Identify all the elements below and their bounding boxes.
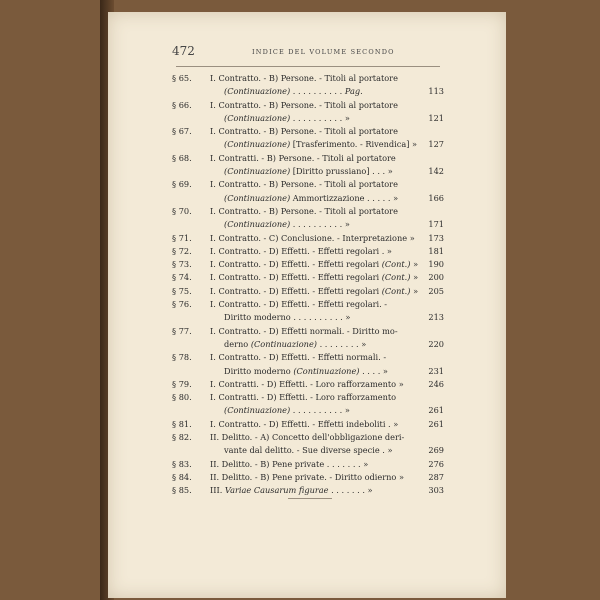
entry-title: I. Contratto. - B) Persone. - Titoli al portatore	[210, 73, 398, 83]
entry-page-number: 246	[428, 378, 444, 389]
running-head: INDICE DEL VOLUME SECONDO	[252, 48, 395, 56]
toc-entry	[172, 99, 444, 126]
entry-page-number: 287	[428, 471, 444, 482]
entry-page-number: 261	[428, 405, 444, 416]
entry-page-number: 127	[428, 139, 444, 150]
section-number: § 81.	[172, 418, 192, 429]
entry-page-number: 173	[428, 232, 444, 243]
entry-title: I. Contratto. - B) Persone. - Titoli al portatore	[210, 99, 398, 110]
entry-title: I. Contratto. - D) Effetti. - Effetti regolari (Cont.) »	[210, 285, 419, 296]
toc-entry	[172, 205, 444, 232]
section-number: § 72.	[172, 245, 192, 256]
entry-title: I. Contratto. - B) Persone. - Titoli al portatore	[210, 205, 398, 216]
section-number: § 71.	[172, 232, 192, 243]
section-number: § 65.	[172, 73, 192, 83]
entry-title: III. Variae Causarum figurae . . . . . . . »	[210, 485, 373, 496]
entry-page-number: 220	[428, 338, 444, 349]
section-number: § 80.	[172, 392, 192, 403]
section-number: § 85.	[172, 485, 192, 496]
section-number: § 73.	[172, 259, 192, 270]
entry-title-continued: vante dal delitto. - Sue diverse specie . »	[224, 445, 393, 456]
entry-page-number: 276	[428, 458, 444, 469]
page-header	[172, 44, 452, 60]
section-number: § 70.	[172, 205, 192, 216]
entry-title: I. Contratto. - B) Persone. - Titoli al portatore	[210, 126, 398, 137]
entry-page-number: 205	[428, 285, 444, 296]
entry-page-number: 269	[428, 445, 444, 456]
toc-entry	[172, 258, 444, 271]
toc-entry	[172, 391, 444, 418]
toc-entry	[172, 431, 444, 458]
toc-entry	[172, 285, 444, 298]
toc-entry	[172, 378, 444, 391]
entry-title: II. Delitto. - A) Concetto dell'obbligazione deri-	[210, 432, 405, 443]
entry-page-number: 200	[428, 272, 444, 283]
entry-title-continued: (Continuazione) [Trasferimento. - Rivendica] »	[224, 139, 418, 150]
entry-title-continued: Diritto moderno . . . . . . . . . . »	[224, 312, 351, 323]
toc-entry	[172, 271, 444, 284]
entry-title: I. Contratto. - D) Effetti. - Effetti regolari . »	[210, 245, 392, 256]
entry-title: II. Delitto. - B) Pene private . . . . . . . »	[210, 458, 369, 469]
entry-title: I. Contratto. - D) Effetti. - Effetti regolari (Cont.) »	[210, 259, 419, 270]
header-rule	[176, 66, 440, 67]
section-number: § 75.	[172, 285, 192, 296]
entry-title-continued: (Continuazione) . . . . . . . . . . Pag.	[224, 86, 363, 97]
entry-title: I. Contratto. - D) Effetti. - Effetti normali. -	[210, 352, 387, 363]
section-number: § 67.	[172, 126, 192, 137]
section-number: § 79.	[172, 378, 192, 389]
toc-entry	[172, 152, 444, 179]
page-number: 472	[172, 44, 195, 58]
toc-entry	[172, 232, 444, 245]
entry-page-number: 190	[428, 259, 444, 270]
section-number: § 82.	[172, 432, 192, 443]
entry-title-continued: derno (Continuazione) . . . . . . . . »	[224, 338, 367, 349]
entry-page-number: 231	[428, 365, 444, 376]
entry-page-number: 261	[428, 418, 444, 429]
entry-title-continued: (Continuazione) . . . . . . . . . . »	[224, 405, 350, 416]
entry-title-continued: (Continuazione) [Diritto prussiano] . . . »	[224, 166, 393, 177]
entry-title: I. Contratto. - B) Persone. - Titoli al portatore	[210, 179, 398, 190]
toc-entry	[172, 418, 444, 431]
section-number: § 74.	[172, 272, 192, 283]
section-number: § 83.	[172, 458, 192, 469]
entry-page-number: 181	[428, 245, 444, 256]
entry-title: I. Contratti. - B) Persone. - Titoli al portatore	[210, 152, 396, 163]
entry-page-number: 121	[428, 112, 444, 123]
toc-entry	[172, 351, 444, 378]
entry-title-continued: (Continuazione) . . . . . . . . . . »	[224, 112, 350, 123]
toc-entry	[172, 484, 444, 497]
entry-title: I. Contratti. - D) Effetti. - Loro rafforzamento »	[210, 378, 404, 389]
entry-title-continued: Diritto moderno (Continuazione) . . . . »	[224, 365, 388, 376]
toc-entry	[172, 178, 444, 205]
entry-page-number: 303	[428, 485, 444, 496]
section-number: § 68.	[172, 152, 192, 163]
section-number: § 84.	[172, 471, 192, 482]
toc-entry	[172, 325, 444, 352]
table-of-contents	[172, 72, 444, 498]
section-number: § 69.	[172, 179, 192, 190]
section-number: § 76.	[172, 299, 192, 310]
entry-title: I. Contratto. - D) Effetti. - Effetti regolari. -	[210, 299, 388, 310]
entry-title: II. Delitto. - B) Pene private. - Diritto odierno »	[210, 471, 404, 482]
entry-page-number: 166	[428, 192, 444, 203]
toc-entry	[172, 471, 444, 484]
entry-title: I. Contratto. - D) Effetti. - Effetti regolari (Cont.) »	[210, 272, 419, 283]
entry-page-number: 142	[428, 166, 444, 177]
entry-title: I. Contratto. - D) Effetti. - Effetti indeboliti . »	[210, 418, 399, 429]
entry-page-number: 213	[428, 312, 444, 323]
toc-entry	[172, 458, 444, 471]
entry-title: I. Contratto. - C) Conclusione. - Interpretazione »	[210, 232, 415, 243]
entry-title-continued: (Continuazione) Ammortizzazione . . . . . »	[224, 192, 399, 203]
section-number: § 77.	[172, 325, 192, 336]
toc-entry	[172, 125, 444, 152]
toc-entry	[172, 298, 444, 325]
toc-entry	[172, 245, 444, 258]
entry-title-continued: (Continuazione) . . . . . . . . . . »	[224, 219, 350, 230]
entry-page-number: 113	[428, 86, 444, 97]
section-number: § 78.	[172, 352, 192, 363]
toc-entry	[172, 72, 444, 99]
end-rule	[288, 498, 332, 499]
entry-title: I. Contratti. - D) Effetti. - Loro rafforzamento	[210, 392, 397, 403]
entry-page-number: 171	[428, 219, 444, 230]
section-number: § 66.	[172, 99, 192, 110]
entry-title: I. Contratto. - D) Effetti normali. - Diritto mo-	[210, 325, 398, 336]
